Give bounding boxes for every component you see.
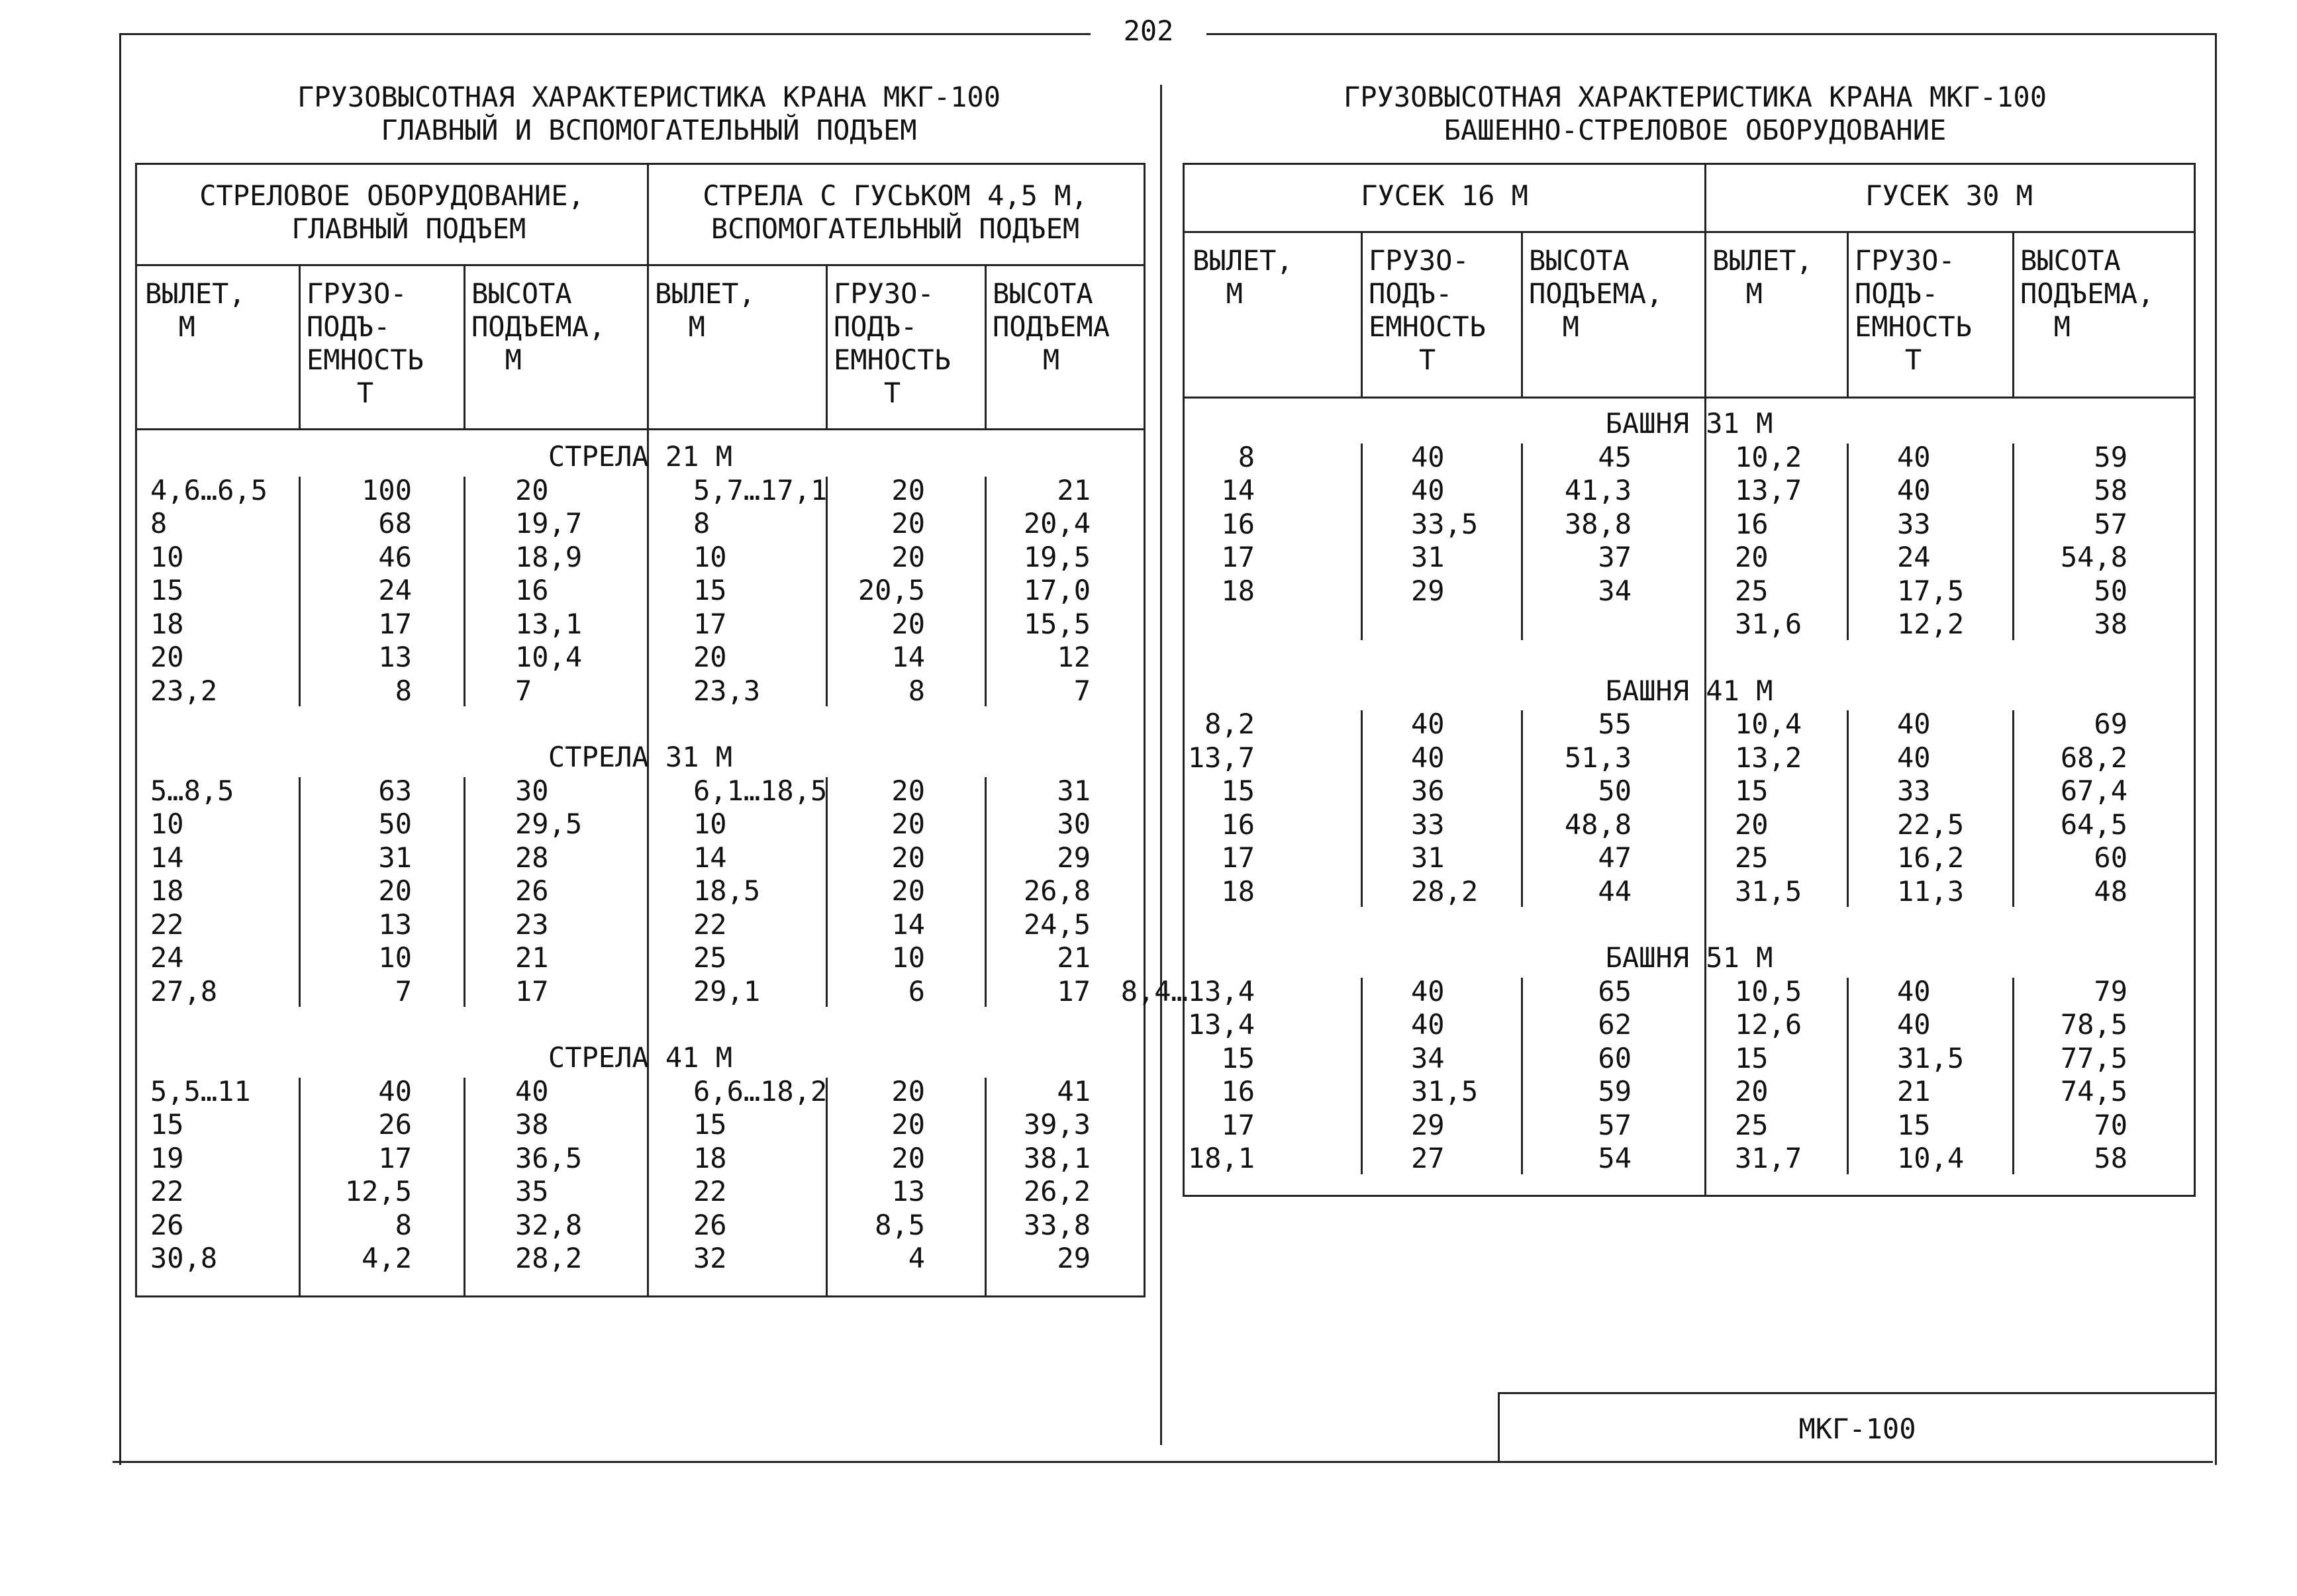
- data-column-divider: [1847, 710, 1849, 907]
- table-cell: 16,2: [1897, 841, 1965, 874]
- table-cell: 13,4: [1187, 1008, 1255, 1041]
- table-cell: 19,7: [515, 507, 583, 540]
- table-cell: 28,2: [515, 1242, 583, 1274]
- table-cell: 22: [150, 908, 184, 941]
- table-cell: 64,5: [2060, 808, 2127, 841]
- table-cell: 5…8,5: [150, 774, 234, 807]
- group-header-1: СТРЕЛОВОЕ ОБОРУДОВАНИЕ, ГЛАВНЫЙ ПОДЪЕМ: [199, 179, 585, 245]
- column-header: ВЫЛЕТ, М: [1712, 244, 1813, 310]
- data-column-divider: [1361, 444, 1363, 640]
- table-cell: 6,1…18,5: [693, 774, 828, 807]
- table-cell: 17,5: [1897, 574, 1965, 607]
- tail-column-divider: [464, 1236, 465, 1295]
- right-title-line2: БАШЕННО-СТРЕЛОВОЕ ОБОРУДОВАНИЕ: [1443, 114, 1947, 146]
- group-header-2: ГУСЕК 30 М: [1865, 179, 2033, 212]
- table-cell: 16: [1221, 1075, 1255, 1107]
- right-load-table: [1120, 163, 2196, 1197]
- center-divider: [1160, 85, 1162, 1445]
- table-cell: 20: [1735, 541, 1769, 573]
- table-cell: 15: [150, 574, 184, 606]
- group-divider: [647, 165, 649, 1295]
- stamp-label: МКГ-100: [1798, 1413, 1916, 1445]
- data-column-divider: [985, 777, 987, 1008]
- table-cell: 20: [1735, 808, 1769, 841]
- column-header: ВЫСОТА ПОДЪЕМА, М: [1529, 244, 1663, 343]
- table-cell: 57: [2094, 507, 2127, 540]
- table-cell: 69: [2094, 708, 2127, 740]
- group-header-1: ГУСЕК 16 М: [1361, 179, 1528, 212]
- table-cell: 15: [693, 574, 727, 606]
- table-cell: 20: [1735, 1075, 1769, 1107]
- table-cell: 18,5: [693, 874, 761, 907]
- table-cell: 20: [891, 1074, 925, 1107]
- table-cell: 38,1: [1023, 1141, 1091, 1174]
- table-cell: 70: [2094, 1108, 2127, 1141]
- column-header: ВЫЛЕТ, М: [1193, 244, 1293, 310]
- table-cell: 15: [693, 1108, 727, 1141]
- table-cell: 62: [1598, 1008, 1632, 1041]
- table-cell: 6,6…18,2: [693, 1074, 828, 1107]
- table-cell: 16: [515, 574, 549, 606]
- table-cell: 17: [1221, 1108, 1255, 1141]
- table-cell: 40: [1411, 1008, 1445, 1041]
- table-cell: 21: [515, 941, 549, 974]
- table-cell: 16: [1735, 507, 1769, 540]
- table-cell: 27: [1411, 1142, 1445, 1174]
- table-cell: 25: [1735, 841, 1769, 874]
- column-header-divider: [985, 264, 987, 428]
- table-cell: 17: [378, 1141, 412, 1174]
- section-label: СТРЕЛА 31 М: [548, 741, 733, 773]
- table-cell: 50: [378, 808, 412, 840]
- data-column-divider: [464, 477, 465, 707]
- column-header: ГРУЗО- ПОДЪ- ЕМНОСТЬ Т: [1369, 244, 1487, 376]
- table-cell: 18: [150, 874, 184, 907]
- table-cell: 8,5: [875, 1208, 925, 1241]
- table-cell: 26: [150, 1208, 184, 1241]
- table-cell: 45: [1598, 440, 1632, 473]
- table-cell: 40: [1897, 708, 1931, 740]
- table-cell: 31: [378, 841, 412, 874]
- table-cell: 16: [1221, 808, 1255, 841]
- table-cell: 29: [1411, 1108, 1445, 1141]
- table-cell: 39,3: [1023, 1108, 1091, 1141]
- table-cell: 6: [908, 974, 925, 1008]
- table-cell: 22: [150, 1175, 184, 1207]
- column-header-divider: [1521, 231, 1523, 397]
- column-header: ГРУЗО- ПОДЪ- ЕМНОСТЬ Т: [834, 277, 952, 409]
- table-cell: 10,4: [1897, 1142, 1965, 1174]
- table-cell: 38: [2094, 608, 2127, 640]
- table-cell: 32,8: [515, 1208, 583, 1241]
- table-cell: 54,8: [2060, 541, 2127, 573]
- table-cell: 14: [891, 641, 925, 673]
- table-cell: 13,2: [1735, 741, 1802, 774]
- table-cell: 31,5: [1411, 1075, 1479, 1107]
- column-header: ВЫСОТА ПОДЪЕМА М: [993, 277, 1110, 376]
- table-cell: 40: [1897, 474, 1931, 506]
- table-cell: 8: [150, 507, 168, 540]
- column-header: ВЫЛЕТ, М: [145, 277, 246, 343]
- table-cell: 5,7…17,1: [693, 473, 828, 506]
- table-cell: 31,6: [1735, 608, 1802, 640]
- column-header-divider: [299, 264, 301, 428]
- table-cell: 44: [1598, 874, 1632, 908]
- table-cell: 20: [150, 641, 184, 673]
- table-cell: 25: [693, 941, 727, 974]
- table-cell: 12,5: [344, 1175, 412, 1207]
- table-cell: 63: [378, 774, 412, 807]
- table-cell: 13: [891, 1175, 925, 1207]
- table-cell: 29,5: [515, 808, 583, 840]
- column-header-divider: [826, 264, 828, 428]
- table-cell: 31,5: [1897, 1041, 1965, 1074]
- table-cell: 16: [1221, 507, 1255, 540]
- data-column-divider: [1847, 978, 1849, 1174]
- table-cell: 31: [1411, 541, 1445, 573]
- table-cell: 20,4: [1023, 507, 1091, 540]
- table-cell: 31: [1057, 774, 1091, 807]
- table-cell: 4,6…6,5: [150, 473, 268, 506]
- table-cell: 7: [1073, 674, 1091, 707]
- table-cell: 21: [1057, 941, 1091, 974]
- table-cell: 4: [908, 1242, 925, 1274]
- table-cell: 20: [891, 774, 925, 807]
- table-cell: 10,5: [1735, 974, 1802, 1008]
- table-cell: 30,8: [150, 1242, 218, 1274]
- table-cell: 26: [515, 874, 549, 907]
- table-cell: 22: [693, 908, 727, 941]
- table-cell: 40: [1897, 974, 1931, 1008]
- column-header-divider: [1847, 231, 1849, 397]
- data-column-divider: [985, 477, 987, 707]
- table-cell: 10: [693, 540, 727, 573]
- table-cell: 22: [693, 1175, 727, 1207]
- table-cell: 35: [515, 1175, 549, 1207]
- table-cell: 18: [693, 1141, 727, 1174]
- table-cell: 65: [1598, 974, 1632, 1008]
- table-cell: 11,3: [1897, 874, 1965, 908]
- table-cell: 10: [150, 540, 184, 573]
- table-cell: 67,4: [2060, 775, 2127, 807]
- data-column-divider: [1521, 978, 1523, 1174]
- title-block-stamp: [1498, 1392, 2215, 1463]
- column-header: ВЫЛЕТ, М: [655, 277, 756, 343]
- table-cell: 34: [1411, 1041, 1445, 1074]
- table-cell: 25: [1735, 1108, 1769, 1141]
- table-cell: 36: [1411, 775, 1445, 807]
- table-cell: 13,1: [515, 607, 583, 640]
- table-cell: 24: [1897, 541, 1931, 573]
- table-cell: 77,5: [2060, 1041, 2127, 1074]
- table-cell: 26,8: [1023, 874, 1091, 907]
- table-cell: 34: [1598, 574, 1632, 607]
- table-cell: 38: [515, 1108, 549, 1141]
- table-cell: 74,5: [2060, 1075, 2127, 1107]
- table-cell: 60: [1598, 1041, 1632, 1074]
- table-cell: 18,9: [515, 540, 583, 573]
- table-cell: 68: [378, 507, 412, 540]
- table-cell: 18: [1221, 874, 1255, 908]
- table-cell: 26,2: [1023, 1175, 1091, 1207]
- table-cell: 20: [891, 507, 925, 540]
- column-header: ГРУЗО- ПОДЪ- ЕМНОСТЬ Т: [307, 277, 424, 409]
- table-cell: 17: [378, 607, 412, 640]
- table-cell: 48: [2094, 874, 2127, 908]
- table-cell: 10: [891, 941, 925, 974]
- table-cell: 54: [1598, 1142, 1632, 1174]
- table-cell: 20: [891, 874, 925, 907]
- table-cell: 13: [378, 641, 412, 673]
- data-column-divider: [299, 477, 301, 707]
- data-column-divider: [1361, 710, 1363, 907]
- data-column-divider: [1521, 710, 1523, 907]
- table-cell: 79: [2094, 974, 2127, 1008]
- table-cell: 20,5: [857, 574, 925, 606]
- tail-column-divider: [826, 1236, 828, 1295]
- left-load-table: [135, 163, 1146, 1297]
- table-cell: 32: [693, 1242, 727, 1274]
- table-cell: 17: [1057, 974, 1091, 1008]
- table-cell: 8: [395, 674, 412, 707]
- section-label: СТРЕЛА 41 М: [548, 1041, 733, 1074]
- column-header-divider: [464, 264, 465, 428]
- table-cell: 14: [1221, 474, 1255, 506]
- table-cell: 40: [1897, 440, 1931, 473]
- table-cell: 59: [1598, 1075, 1632, 1107]
- data-column-divider: [464, 777, 465, 1008]
- table-cell: 30: [1057, 808, 1091, 840]
- table-cell: 31,7: [1735, 1142, 1802, 1174]
- table-cell: 12: [1057, 641, 1091, 673]
- table-cell: 10: [693, 808, 727, 840]
- column-header: ВЫСОТА ПОДЪЕМА, М: [2020, 244, 2155, 343]
- table-cell: 7: [515, 674, 532, 707]
- table-cell: 26: [378, 1108, 412, 1141]
- column-header-divider: [1361, 231, 1363, 397]
- table-cell: 20: [693, 641, 727, 673]
- table-cell: 23,2: [150, 674, 218, 707]
- table-cell: 46: [378, 540, 412, 573]
- table-cell: 50: [2094, 574, 2127, 607]
- table-cell: 22,5: [1897, 808, 1965, 841]
- table-cell: 15,5: [1023, 607, 1091, 640]
- table-cell: 20: [891, 1108, 925, 1141]
- table-cell: 20: [891, 1141, 925, 1174]
- table-cell: 10,2: [1735, 440, 1802, 473]
- table-cell: 8: [1238, 440, 1255, 473]
- table-cell: 10,4: [1735, 708, 1802, 740]
- data-column-divider: [2012, 444, 2014, 640]
- table-cell: 14: [150, 841, 184, 874]
- table-cell: 58: [2094, 1142, 2127, 1174]
- table-cell: 28,2: [1411, 874, 1479, 908]
- table-cell: 23,3: [693, 674, 761, 707]
- table-cell: 24,5: [1023, 908, 1091, 941]
- table-cell: 48,8: [1564, 808, 1632, 841]
- data-column-divider: [2012, 978, 2014, 1174]
- table-cell: 40: [1411, 974, 1445, 1008]
- table-cell: 31,5: [1735, 874, 1802, 908]
- table-cell: 14: [891, 908, 925, 941]
- table-cell: 55: [1598, 708, 1632, 740]
- table-cell: 15: [1221, 775, 1255, 807]
- table-cell: 18,1: [1187, 1142, 1255, 1174]
- table-cell: 21: [1897, 1075, 1931, 1107]
- table-cell: 30: [515, 774, 549, 807]
- table-cell: 40: [1411, 741, 1445, 774]
- table-cell: 40: [1411, 474, 1445, 506]
- table-cell: 10: [378, 941, 412, 974]
- header-group-rule: [1185, 231, 2194, 233]
- table-cell: 47: [1598, 841, 1632, 874]
- table-cell: 19: [150, 1141, 184, 1174]
- table-cell: 20: [891, 808, 925, 840]
- table-cell: 18: [150, 607, 184, 640]
- table-cell: 33,5: [1411, 507, 1479, 540]
- table-cell: 23: [515, 908, 549, 941]
- table-cell: 7: [395, 974, 412, 1008]
- table-cell: 29: [1411, 574, 1445, 607]
- table-cell: 8,2: [1204, 708, 1255, 740]
- column-header-divider: [2012, 231, 2014, 397]
- table-cell: 13: [378, 908, 412, 941]
- table-cell: 12,6: [1735, 1008, 1802, 1041]
- table-cell: 60: [2094, 841, 2127, 874]
- table-cell: 26: [693, 1208, 727, 1241]
- left-title-line2: ГЛАВНЫЙ И ВСПОМОГАТЕЛЬНЫЙ ПОДЪЕМ: [381, 114, 917, 146]
- table-cell: 27,8: [150, 974, 218, 1008]
- table-cell: 8,4…13,4: [1120, 974, 1255, 1008]
- data-column-divider: [1361, 978, 1363, 1174]
- table-cell: 33: [1897, 775, 1931, 807]
- header-bottom-rule: [1185, 397, 2194, 399]
- table-cell: 57: [1598, 1108, 1632, 1141]
- table-cell: 40: [515, 1074, 549, 1107]
- table-cell: 17,0: [1023, 574, 1091, 606]
- table-cell: 25: [1735, 574, 1769, 607]
- tail-column-divider: [985, 1236, 987, 1295]
- table-cell: 59: [2094, 440, 2127, 473]
- table-cell: 20: [378, 874, 412, 907]
- table-cell: 29,1: [693, 974, 761, 1008]
- table-cell: 20: [891, 607, 925, 640]
- table-cell: 36,5: [515, 1141, 583, 1174]
- table-cell: 40: [378, 1074, 412, 1107]
- table-cell: 40: [1411, 708, 1445, 740]
- table-cell: 41,3: [1564, 474, 1632, 506]
- data-column-divider: [826, 477, 828, 707]
- table-cell: 20: [891, 473, 925, 506]
- table-cell: 50: [1598, 775, 1632, 807]
- table-cell: 8: [395, 1208, 412, 1241]
- table-cell: 100: [362, 473, 412, 506]
- table-cell: 40: [1897, 1008, 1931, 1041]
- data-column-divider: [826, 777, 828, 1008]
- section-label: БАШНЯ 51 М: [1605, 941, 1773, 974]
- table-cell: 10,4: [515, 641, 583, 673]
- table-cell: 68,2: [2060, 741, 2127, 774]
- table-cell: 29: [1057, 841, 1091, 874]
- left-title-line1: ГРУЗОВЫСОТНАЯ ХАРАКТЕРИСТИКА КРАНА МКГ-100: [297, 81, 1001, 113]
- data-column-divider: [1847, 444, 1849, 640]
- data-column-divider: [1521, 444, 1523, 640]
- header-group-rule: [137, 264, 1144, 266]
- table-cell: 10: [150, 808, 184, 840]
- table-cell: 37: [1598, 541, 1632, 573]
- table-cell: 78,5: [2060, 1008, 2127, 1041]
- table-cell: 15: [1221, 1041, 1255, 1074]
- table-cell: 41: [1057, 1074, 1091, 1107]
- header-bottom-rule: [137, 428, 1144, 430]
- table-cell: 13,7: [1187, 741, 1255, 774]
- table-cell: 12,2: [1897, 608, 1965, 640]
- table-cell: 33,8: [1023, 1208, 1091, 1241]
- column-header: ВЫСОТА ПОДЪЕМА, М: [471, 277, 606, 376]
- table-cell: 20: [891, 540, 925, 573]
- column-header: ГРУЗО- ПОДЪ- ЕМНОСТЬ Т: [1855, 244, 1973, 376]
- table-cell: 13,7: [1735, 474, 1802, 506]
- table-cell: 24: [378, 574, 412, 606]
- group-header-2: СТРЕЛА С ГУСЬКОМ 4,5 М, ВСПОМОГАТЕЛЬНЫЙ ПОДЪЕМ: [703, 179, 1088, 245]
- data-column-divider: [2012, 710, 2014, 907]
- table-cell: 8: [693, 507, 710, 540]
- table-cell: 5,5…11: [150, 1074, 251, 1107]
- right-title-line1: ГРУЗОВЫСОТНАЯ ХАРАКТЕРИСТИКА КРАНА МКГ-100: [1343, 81, 2047, 113]
- table-cell: 33: [1897, 507, 1931, 540]
- table-cell: 17: [1221, 541, 1255, 573]
- table-cell: 14: [693, 841, 727, 874]
- data-column-divider: [299, 777, 301, 1008]
- table-cell: 17: [693, 607, 727, 640]
- table-cell: 8: [908, 674, 925, 707]
- table-cell: 38,8: [1564, 507, 1632, 540]
- table-cell: 31: [1411, 841, 1445, 874]
- table-cell: 21: [1057, 473, 1091, 506]
- table-cell: 17: [1221, 841, 1255, 874]
- table-cell: 4,2: [362, 1242, 412, 1274]
- table-cell: 51,3: [1564, 741, 1632, 774]
- table-cell: 15: [1735, 775, 1769, 807]
- table-cell: 15: [1897, 1108, 1931, 1141]
- tail-column-divider: [299, 1236, 301, 1295]
- section-label: СТРЕЛА 21 М: [548, 440, 733, 473]
- section-label: БАШНЯ 31 М: [1605, 407, 1773, 440]
- table-cell: 15: [1735, 1041, 1769, 1074]
- table-cell: 15: [150, 1108, 184, 1141]
- table-cell: 40: [1411, 440, 1445, 473]
- table-cell: 58: [2094, 474, 2127, 506]
- table-cell: 40: [1897, 741, 1931, 774]
- table-cell: 29: [1057, 1242, 1091, 1274]
- table-cell: 19,5: [1023, 540, 1091, 573]
- table-cell: 17: [515, 974, 549, 1008]
- table-cell: 33: [1411, 808, 1445, 841]
- table-cell: 28: [515, 841, 549, 874]
- table-cell: 20: [891, 841, 925, 874]
- table-cell: 24: [150, 941, 184, 974]
- table-cell: 20: [515, 473, 549, 506]
- section-label: БАШНЯ 41 М: [1605, 674, 1773, 707]
- page-number: 202: [0, 15, 2297, 47]
- table-cell: 18: [1221, 574, 1255, 607]
